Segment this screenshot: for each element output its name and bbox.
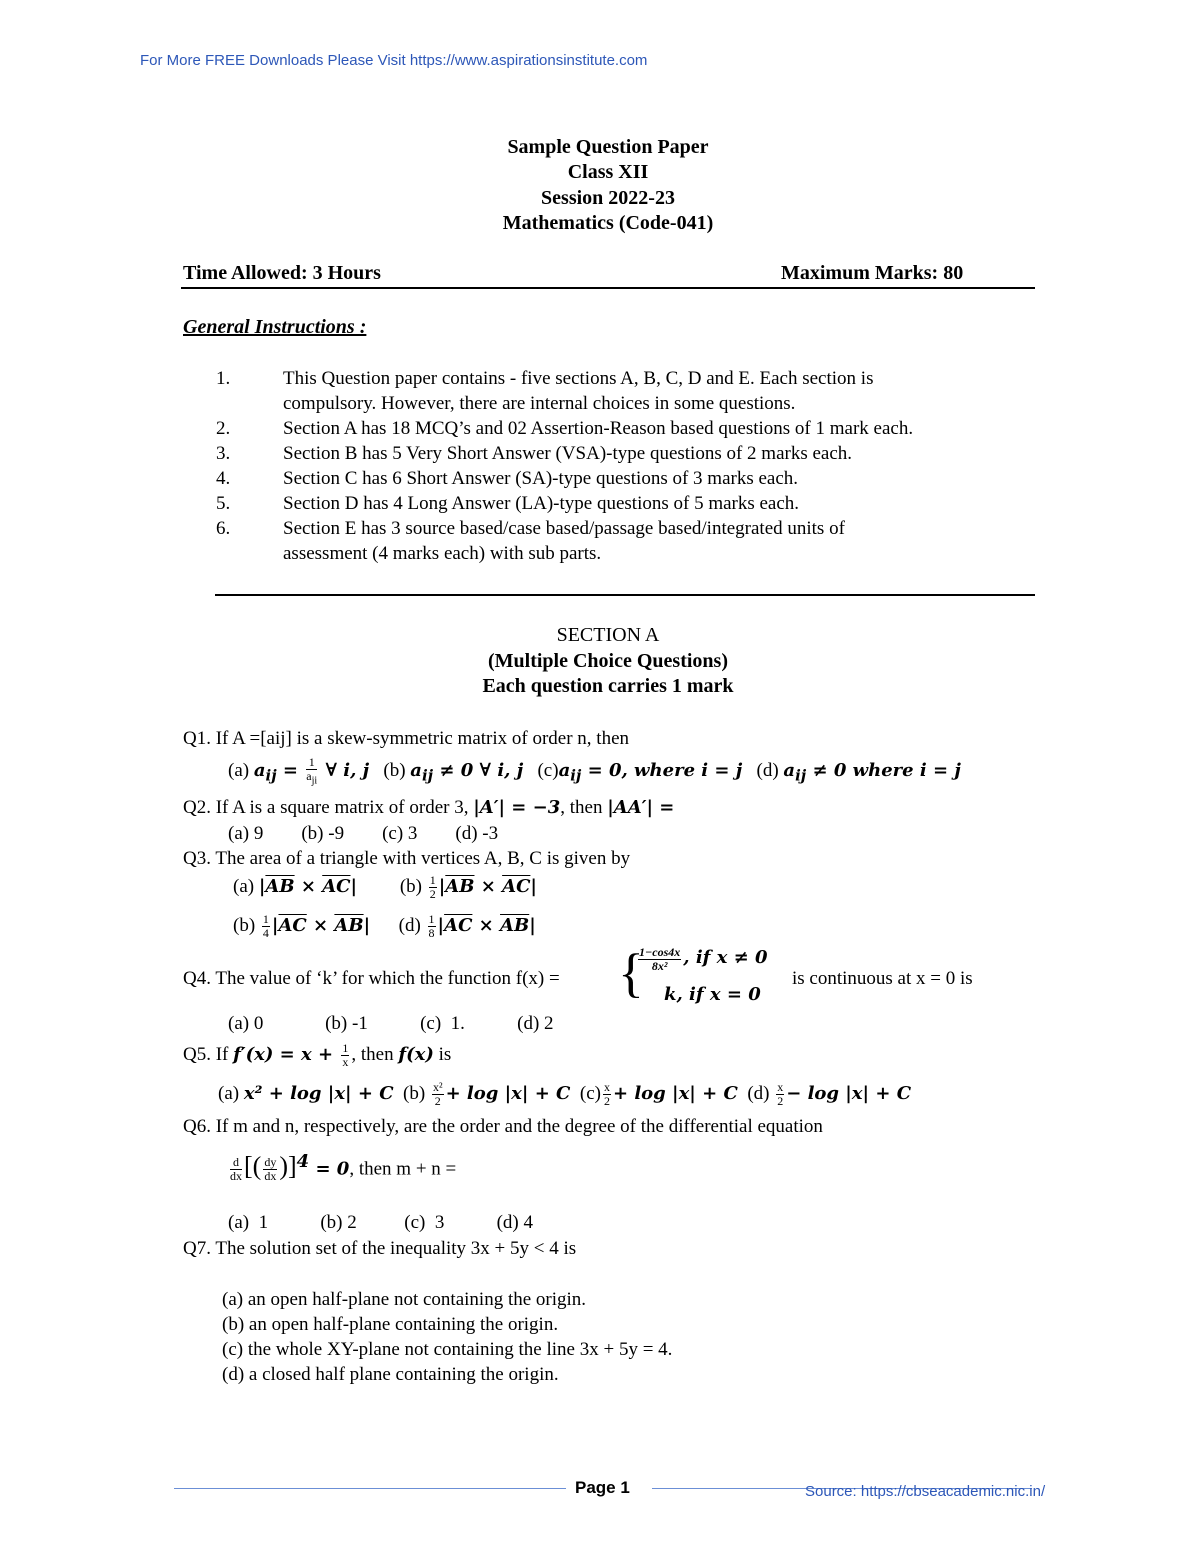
question-7-option-c: (c) the whole XY-plane not containing the line 3x + 5y = 4. [222,1339,673,1360]
section-subtitle: (Multiple Choice Questions) [488,650,728,672]
question-5: Q5. If f′(x) = x + $\frac{1}{x}$ , then f(x) is [183,1041,452,1070]
section-title: SECTION A [556,624,660,646]
question-5-options: (a) x² + log |x| + C (b) $\frac{\text{x²}}{2}$ + log |x| + C (c) $\frac{x}{2}$ + log |x| + C (d) $\frac{x}{2}$ − log |x| + C [218,1080,912,1109]
question-7-option-d: (d) a closed half plane containing the origin. [222,1364,559,1385]
download-banner: For More FREE Downloads Please Visit https://www.aspirationsinstitute.com [140,52,648,69]
question-4-options: (a) 0 (b) -1 (c) 1. (d) 2 [228,1013,554,1034]
question-1: Q1. If A =[aij] is a skew-symmetric matrix of order n, then [183,728,630,749]
question-2: Q2. If A is a square matrix of order 3, |A′| = −3, then |AA′| = [183,797,675,818]
paper-title: Sample Question Paper [507,136,709,158]
class-label: Class XII [567,161,649,183]
header-row [183,262,983,285]
question-3: Q3. The area of a triangle with vertices A, B, C is given by [183,848,631,869]
question-4-suffix: is continuous at x = 0 is [792,968,973,989]
question-3-options-2: (b) $\frac{1}{4}$ $|\overline{AC} \times \overline{AB}|$ (d) $\frac{1}{8}$ $|\overline{AC} \times \overline{AB}|$ [233,912,536,941]
instructions-title: General Instructions : [183,316,367,338]
header-divider [181,287,1035,289]
instructions-list: 1. This Question paper contains - five sections A, B, C, D and E. Each section is compulsory. However, there are internal choices in some questions. 2. Section A has 18 MCQ’s and 02 Assertion-Reason based questions of 1 mark each. 3. Section B has 5 Very Short Answer (VSA)-type questions of 2 marks each. 4. Section C has 6 Short Answer (SA)-type questions of 3 marks each. 5. Section D has 4 Long Answer (LA)-type questions of 5 marks each. 6. Section E has 3 source based/case based/passage based/integrated units of assessment (4 marks each) with sub parts. [216,368,914,564]
question-6-equation: $\frac{d}{dx}$ [( $\frac{dy}{dx}$ )]$^4$ = 0, then m + n = [230,1151,457,1184]
question-7-option-b: (b) an open half-plane containing the origin. [222,1314,559,1335]
question-7-option-a: (a) an open half-plane not containing the origin. [222,1289,587,1310]
piecewise-function: { $\frac{1-\cos 4x}{\text{8x²}}$ , if x ≠ 0 k, if x = 0 [618,943,768,1005]
subject-label: Mathematics (Code-041) [502,212,714,234]
question-3-options-1: (a) $|\overline{AB} \times \overline{AC}|$ (b) $\frac{1}{2}$ $|\overline{AB} \times \overline{AC}|$ [233,873,537,902]
question-7: Q7. The solution set of the inequality 3x + 5y < 4 is [183,1238,577,1259]
session-label: Session 2022-23 [541,187,675,209]
question-6: Q6. If m and n, respectively, are the order and the degree of the differential equation [183,1116,823,1137]
footer-line-left [174,1488,566,1489]
section-divider [215,594,1035,596]
question-1-options: (a) $a_{ij}$ = $\frac{1}{a_{ji}}$ ∀ i, j (b) $a_{ij} \ne 0$ ∀ i, j $(c)a_{ij} = 0$, where i = j (d) $a_{ij} \ne 0$ where i = j [228,755,961,787]
question-2-options: (a) 9 (b) -9 (c) 3 (d) -3 [228,823,499,844]
page-number: Page 1 [575,1478,630,1497]
section-note: Each question carries 1 mark [482,675,734,697]
question-4: Q4. The value of ‘k’ for which the function f(x) = [183,968,560,989]
question-6-options: (a) 1 (b) 2 (c) 3 (d) 4 [228,1212,533,1233]
source-link[interactable]: Source: https://cbseacademic.nic.in/ [805,1483,1046,1500]
maximum-marks: Maximum Marks: 80 [781,262,964,284]
time-allowed: Time Allowed: 3 Hours [183,262,381,284]
